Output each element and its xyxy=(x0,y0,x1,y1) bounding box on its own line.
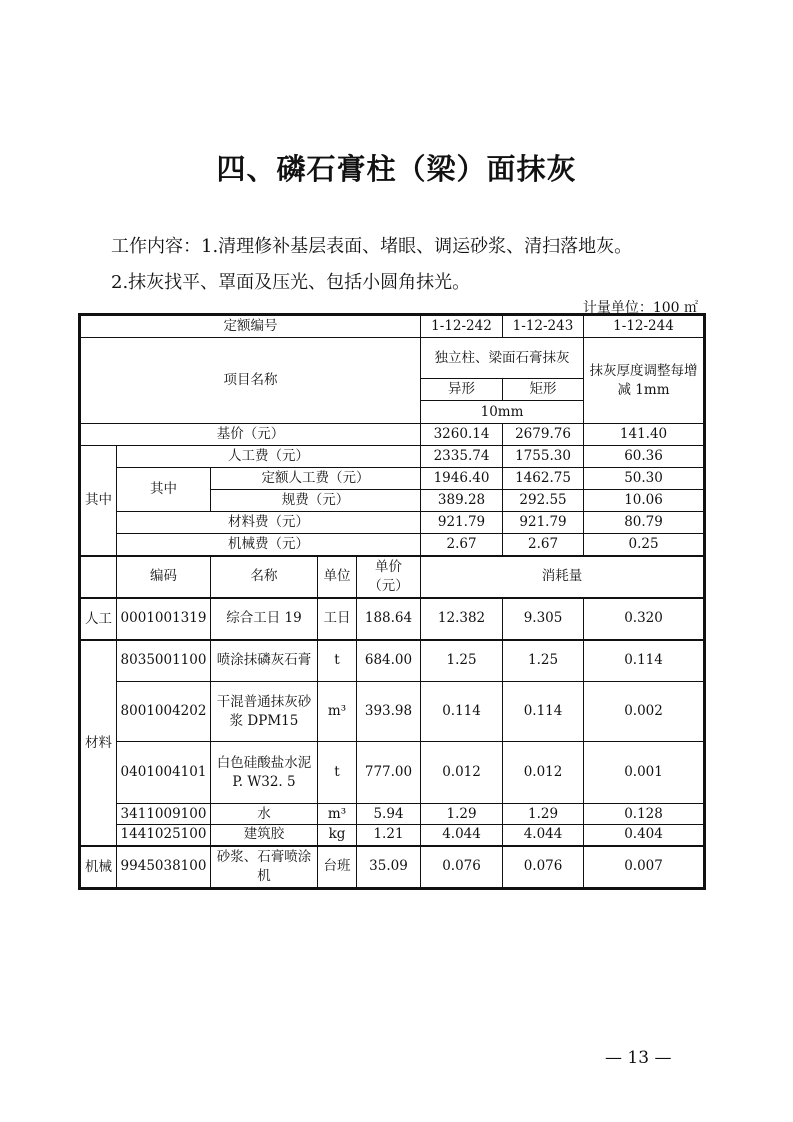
row-value: 0.012 xyxy=(503,742,584,804)
row-price: 188.64 xyxy=(357,598,421,640)
row-value: 1.29 xyxy=(503,804,584,825)
cell-value: 0.25 xyxy=(584,534,704,556)
thickness: 10mm xyxy=(421,401,584,424)
cell-value: 2.67 xyxy=(503,534,584,556)
row-value: 0.320 xyxy=(584,598,704,640)
cell-value: 80.79 xyxy=(584,512,704,534)
row-price: 393.98 xyxy=(357,682,421,742)
row-price: 1.21 xyxy=(357,825,421,846)
fees-label: 规费（元） xyxy=(211,490,421,512)
row-code: 1441025100 xyxy=(117,825,211,846)
material-group-label: 材料 xyxy=(81,640,117,846)
row-value: 1.25 xyxy=(421,640,503,682)
cell-value: 60.36 xyxy=(584,446,704,468)
row-name: 综合工日 19 xyxy=(211,598,318,640)
row-name: 白色硅酸盐水泥 P. W32. 5 xyxy=(211,742,318,804)
header-consumption: 消耗量 xyxy=(421,556,704,598)
header-unit: 单位 xyxy=(318,556,357,598)
row-value: 4.044 xyxy=(421,825,503,846)
row-code: 9945038100 xyxy=(117,846,211,888)
among-label: 其中 xyxy=(81,446,117,556)
row-value: 9.305 xyxy=(503,598,584,640)
cell-value: 921.79 xyxy=(503,512,584,534)
col3-header: 抹灰厚度调整每增减 1mm xyxy=(584,338,704,424)
quota-table xyxy=(80,315,704,888)
row-value: 0.007 xyxy=(584,846,704,888)
work-content-line-1: 工作内容：1.清理修补基层表面、堵眼、调运砂浆、清扫落地灰。 xyxy=(111,236,633,257)
cell-value: 292.55 xyxy=(503,490,584,512)
row-value: 12.382 xyxy=(421,598,503,640)
page-title: 四、磷石膏柱（梁）面抹灰 xyxy=(216,152,577,186)
machine-cost-label: 机械费（元） xyxy=(117,534,421,556)
cell-value: 10.06 xyxy=(584,490,704,512)
row-unit: t xyxy=(318,640,357,682)
row-name: 喷涂抹磷灰石膏 xyxy=(211,640,318,682)
cell-value: 2335.74 xyxy=(421,446,503,468)
cell-value: 141.40 xyxy=(584,424,704,446)
row-code: 3411009100 xyxy=(117,804,211,825)
row-value: 0.012 xyxy=(421,742,503,804)
row-value: 4.044 xyxy=(503,825,584,846)
row-value: 0.114 xyxy=(584,640,704,682)
row-value: 0.076 xyxy=(421,846,503,888)
row-unit: m³ xyxy=(318,804,357,825)
header-price: 单价（元） xyxy=(357,556,421,598)
row-value: 0.002 xyxy=(584,682,704,742)
row-price: 35.09 xyxy=(357,846,421,888)
cell-value: 1755.30 xyxy=(503,446,584,468)
cell-value: 1462.75 xyxy=(503,468,584,490)
cell-value: 3260.14 xyxy=(421,424,503,446)
item-name-label: 项目名称 xyxy=(81,338,421,424)
cell-value: 2.67 xyxy=(421,534,503,556)
row-unit: t xyxy=(318,742,357,804)
row-unit: kg xyxy=(318,825,357,846)
page-number: — 13 — xyxy=(605,1048,672,1068)
material-cost-label: 材料费（元） xyxy=(117,512,421,534)
row-code: 8035001100 xyxy=(117,640,211,682)
work-content-line-2: 2.抹灰找平、罩面及压光、包括小圆角抹光。 xyxy=(111,272,471,293)
unit-label: 计量单位：100 ㎡ xyxy=(582,300,698,316)
row-unit: m³ xyxy=(318,682,357,742)
group-header: 独立柱、梁面石膏抹灰 xyxy=(421,338,584,379)
header-name: 名称 xyxy=(211,556,318,598)
row-unit: 工日 xyxy=(318,598,357,640)
labor-group-label: 人工 xyxy=(81,598,117,640)
sub-header: 异形 xyxy=(421,379,503,401)
base-price-label: 基价（元） xyxy=(81,424,421,446)
header-code: 编码 xyxy=(117,556,211,598)
row-value: 0.114 xyxy=(421,682,503,742)
row-unit: 台班 xyxy=(318,846,357,888)
row-value: 0.001 xyxy=(584,742,704,804)
row-price: 684.00 xyxy=(357,640,421,682)
machine-group-label: 机械 xyxy=(81,846,117,888)
quota-no: 1-12-244 xyxy=(584,316,704,338)
row-value: 1.29 xyxy=(421,804,503,825)
row-name: 砂浆、石膏喷涂机 xyxy=(211,846,318,888)
row-name: 干混普通抹灰砂浆 DPM15 xyxy=(211,682,318,742)
among-inner-label: 其中 xyxy=(117,468,211,512)
row-value: 0.114 xyxy=(503,682,584,742)
row-name: 水 xyxy=(211,804,318,825)
row-value: 0.128 xyxy=(584,804,704,825)
labor-cost-label: 人工费（元） xyxy=(117,446,421,468)
cell-value: 50.30 xyxy=(584,468,704,490)
quota-no: 1-12-243 xyxy=(503,316,584,338)
sub-header: 矩形 xyxy=(503,379,584,401)
cell-value: 2679.76 xyxy=(503,424,584,446)
quota-no-label: 定额编号 xyxy=(81,316,421,338)
quota-labor-label: 定额人工费（元） xyxy=(211,468,421,490)
row-value: 1.25 xyxy=(503,640,584,682)
cell-value: 921.79 xyxy=(421,512,503,534)
row-price: 777.00 xyxy=(357,742,421,804)
blank-cell xyxy=(81,556,117,598)
cell-value: 1946.40 xyxy=(421,468,503,490)
row-code: 0401004101 xyxy=(117,742,211,804)
cell-value: 389.28 xyxy=(421,490,503,512)
row-value: 0.404 xyxy=(584,825,704,846)
row-code: 0001001319 xyxy=(117,598,211,640)
row-value: 0.076 xyxy=(503,846,584,888)
row-price: 5.94 xyxy=(357,804,421,825)
row-code: 8001004202 xyxy=(117,682,211,742)
row-name: 建筑胶 xyxy=(211,825,318,846)
quota-no: 1-12-242 xyxy=(421,316,503,338)
